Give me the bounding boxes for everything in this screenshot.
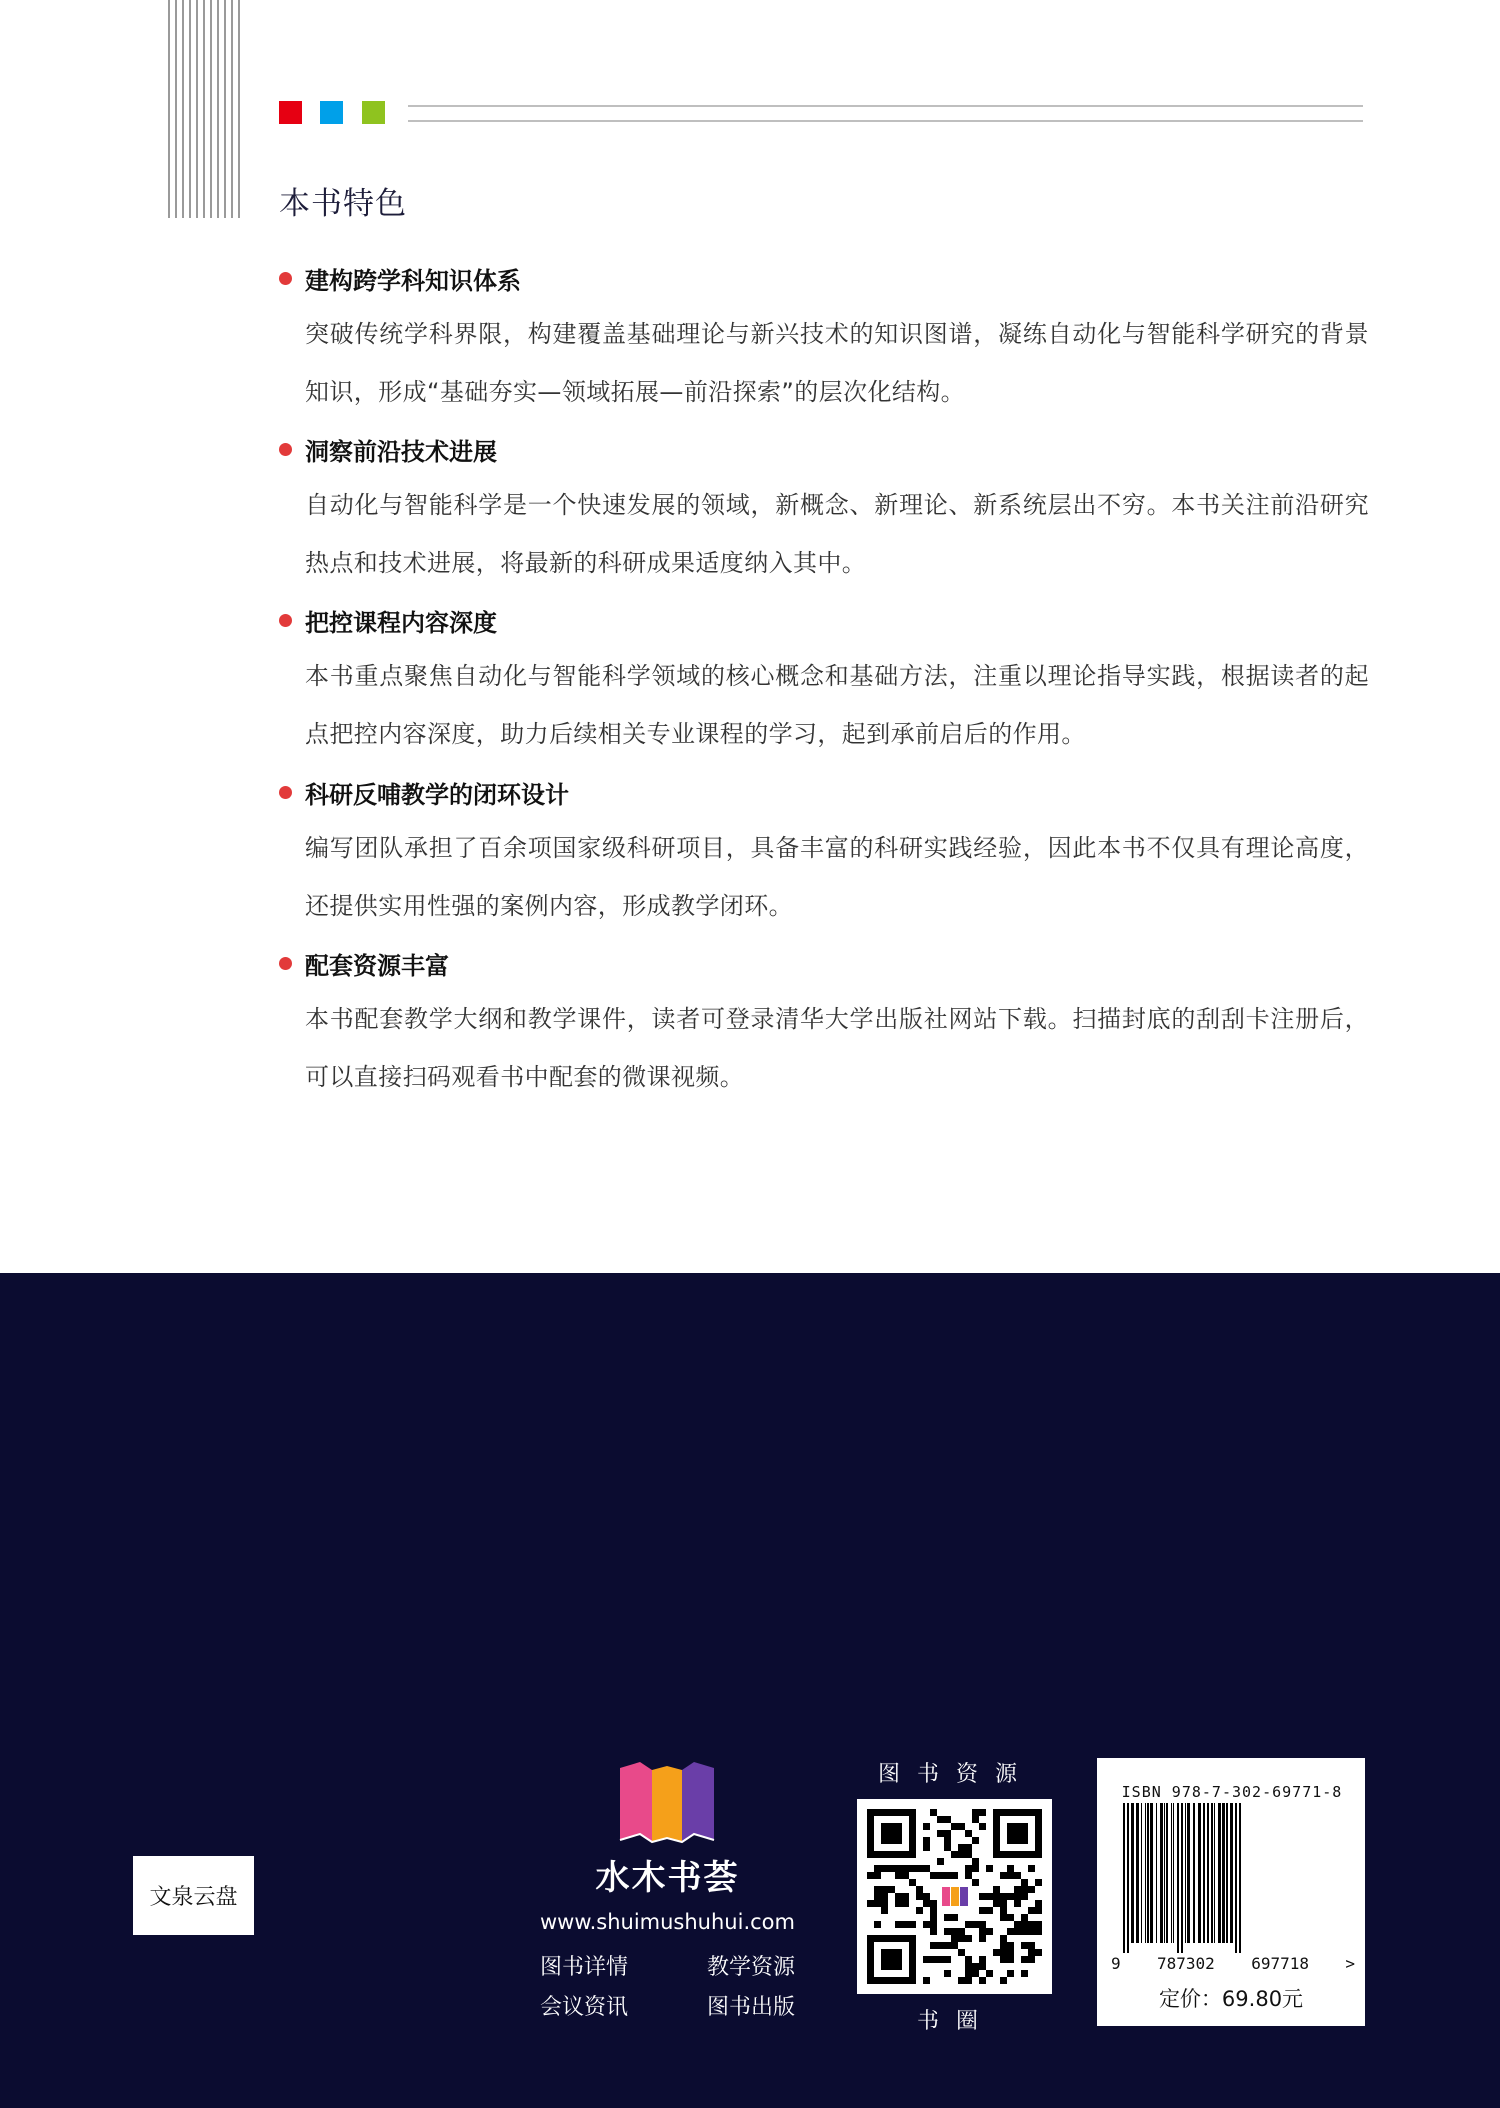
publisher-logo-text: 水木书荟 <box>595 1858 740 1898</box>
red-square <box>279 101 302 124</box>
website-link[interactable]: www.shuimushuhui.com <box>540 1910 795 1934</box>
ean-digit-suffix: > <box>1345 1954 1355 1973</box>
qr-code[interactable] <box>857 1799 1052 1994</box>
divider-line <box>408 120 1363 122</box>
qr-label-top: 图书资源 <box>877 1762 1034 1787</box>
blue-square <box>320 101 343 124</box>
bullet-icon <box>279 443 292 456</box>
bullet-icon <box>279 614 292 627</box>
feature-heading: 科研反哺教学的闭环设计 <box>305 781 569 809</box>
feature-heading: 建构跨学科知识体系 <box>305 267 521 295</box>
feature-body: 自动化与智能科学是一个快速发展的领域，新概念、新理论、新系统层出不穷。本书关注前沿研究热点和技术进展，将最新的科研成果适度纳入其中。 <box>305 491 1369 577</box>
ean-digit-group-right: 697718 <box>1251 1954 1309 1973</box>
decorative-stripes <box>168 0 244 218</box>
link-book-publishing[interactable]: 图书出版 <box>706 1995 795 2020</box>
isbn-text: ISBN 978-7-302-69771-8 <box>1121 1783 1343 1801</box>
cloud-disk-label: 文泉云盘 <box>133 1856 254 1935</box>
isbn-barcode-box <box>1097 1758 1365 2026</box>
book-logo-icon <box>618 1760 716 1844</box>
feature-body: 本书重点聚焦自动化与智能科学领域的核心概念和基础方法，注重以理论指导实践，根据读者的起点把控内容深度，助力后续相关专业课程的学习，起到承前启后的作用。 <box>305 662 1369 748</box>
publisher-links <box>540 1990 795 2021</box>
section-title: 本书特色 <box>279 186 407 222</box>
feature-heading: 配套资源丰富 <box>305 952 449 980</box>
link-teaching-resources[interactable]: 教学资源 <box>706 1955 795 1980</box>
bullet-icon <box>279 786 292 799</box>
bullet-icon <box>279 957 292 970</box>
link-conference-news[interactable]: 会议资讯 <box>540 1995 629 2020</box>
barcode-icon <box>1115 1803 1347 1953</box>
ean-digit-prefix: 9 <box>1111 1954 1121 1973</box>
feature-body: 本书配套教学大纲和教学课件，读者可登录清华大学出版社网站下载。扫描封底的刮刮卡注册后，可以直接扫码观看书中配套的微课视频。 <box>305 1005 1369 1091</box>
publisher-links <box>540 1950 795 1981</box>
link-book-details[interactable]: 图书详情 <box>540 1955 629 1980</box>
feature-heading: 把控课程内容深度 <box>305 609 497 637</box>
feature-body: 突破传统学科界限，构建覆盖基础理论与新兴技术的知识图谱，凝练自动化与智能科学研究的背景知识，形成“基础夯实—领域拓展—前沿探索”的层次化结构。 <box>305 320 1369 406</box>
bullet-icon <box>279 272 292 285</box>
feature-body: 编写团队承担了百余项国家级科研项目，具备丰富的科研实践经验，因此本书不仅具有理论高度，还提供实用性强的案例内容，形成教学闭环。 <box>305 834 1369 920</box>
qr-code-icon <box>867 1809 1042 1984</box>
ean-digits <box>1111 1954 1355 1973</box>
ean-digit-group-left: 787302 <box>1157 1954 1215 1973</box>
green-square <box>362 101 385 124</box>
divider-line <box>408 105 1363 107</box>
qr-label-bottom: 书圈 <box>916 2009 995 2034</box>
price-label: 定价：69.80元 <box>1158 1987 1304 2011</box>
feature-heading: 洞察前沿技术进展 <box>305 438 497 466</box>
